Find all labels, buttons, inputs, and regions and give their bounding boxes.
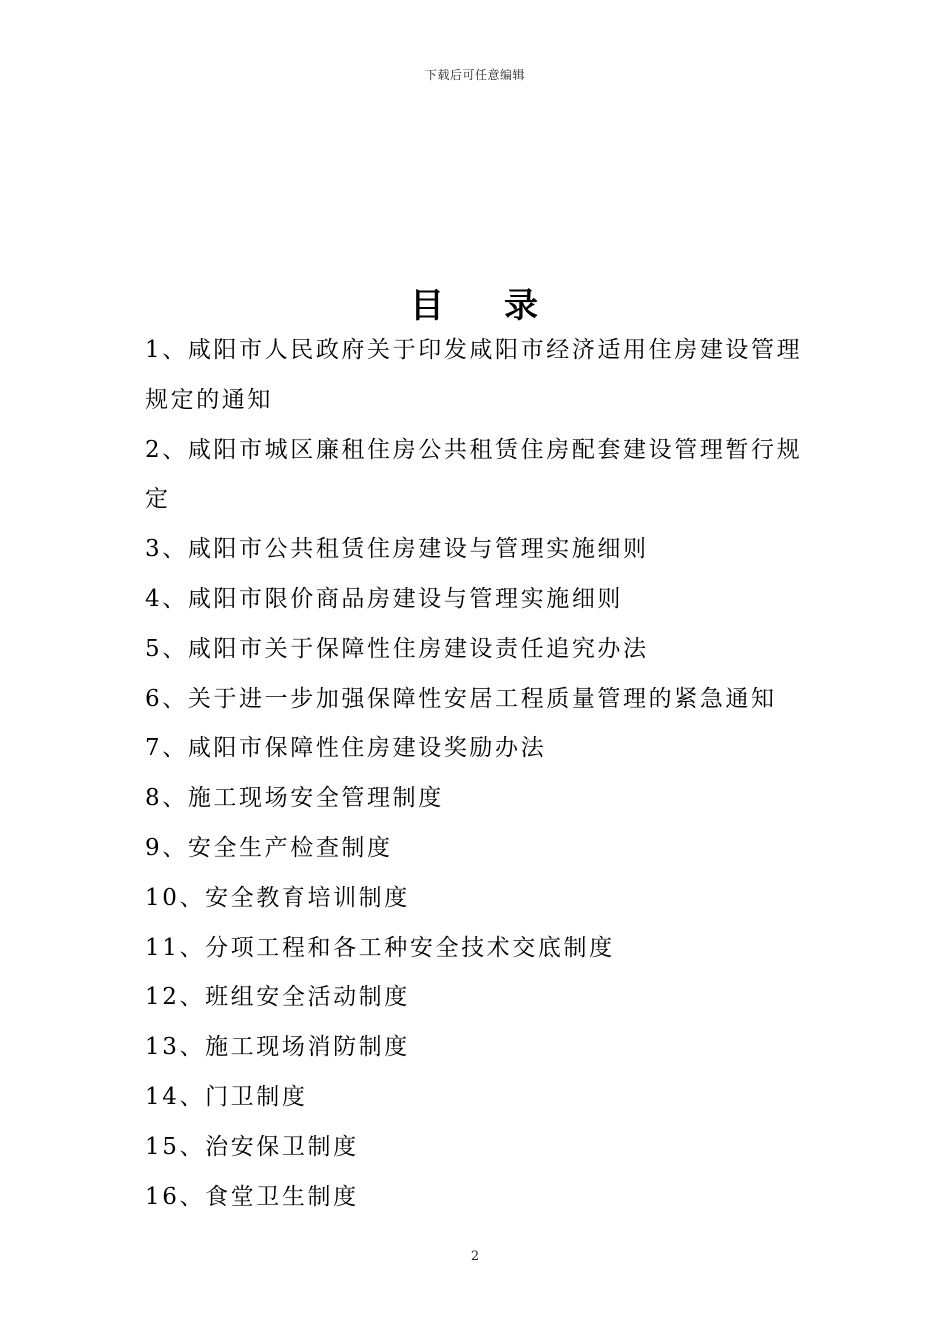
page-title — [0, 278, 950, 327]
toc-item-3: 3、咸阳市公共租赁住房建设与管理实施细则 — [145, 536, 649, 563]
toc-item-15: 15、治安保卫制度 — [145, 1133, 359, 1160]
title-char-2: 录 — [504, 286, 540, 326]
page-header: 下载后可任意编辑 — [424, 68, 525, 82]
toc-item-10: 10、安全教育培训制度 — [145, 884, 410, 911]
toc-item-11: 11、分项工程和各工种安全技术交底制度 — [145, 934, 615, 961]
toc-item-2: 2、咸阳市城区廉租住房公共租赁住房配套建设管理暂行规定 — [145, 436, 803, 513]
toc-item-8: 8、施工现场安全管理制度 — [145, 785, 444, 812]
toc-item-12: 12、班组安全活动制度 — [145, 984, 410, 1011]
toc-item-1: 1、咸阳市人民政府关于印发咸阳市经济适用住房建设管理规定的通知 — [145, 337, 803, 413]
toc-item-14: 14、门卫制度 — [145, 1083, 308, 1110]
toc-item-6: 6、关于进一步加强保障性安居工程质量管理的紧急通知 — [145, 685, 777, 712]
toc-item-9: 9、安全生产检查制度 — [145, 834, 393, 861]
toc-item-13: 13、施工现场消防制度 — [145, 1034, 410, 1061]
toc-item-5: 5、咸阳市关于保障性住房建设责任追究办法 — [145, 635, 649, 662]
toc-item-4: 4、咸阳市限价商品房建设与管理实施细则 — [145, 585, 624, 612]
toc-item-16: 16、食堂卫生制度 — [145, 1183, 359, 1210]
toc-item-7: 7、咸阳市保障性住房建设奖励办法 — [145, 735, 547, 762]
table-of-contents — [145, 326, 810, 1222]
title-char-1: 目 — [410, 286, 446, 326]
page-number: 2 — [470, 1249, 480, 1264]
